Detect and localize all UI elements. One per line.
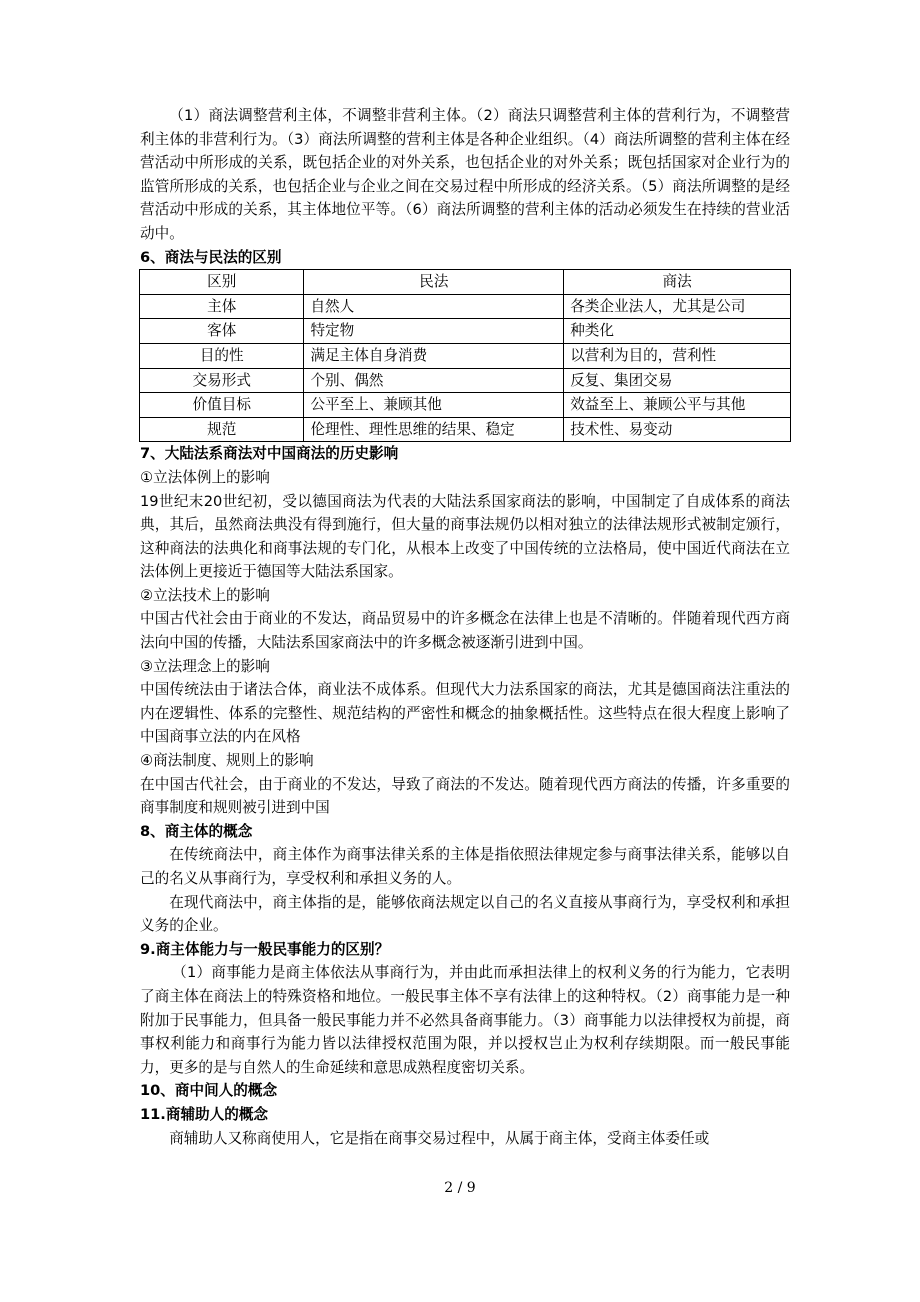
- table-cell: 公平至上、兼顾其他: [304, 393, 564, 418]
- table-header-row: [140, 270, 791, 295]
- table-cell: 各类企业法人，尤其是公司: [564, 294, 791, 319]
- section-11-paragraph: 商辅助人又称商使用人，它是指在商事交易过程中，从属于商主体，受商主体委任或: [169, 1129, 710, 1147]
- section-10-heading: 10、商中间人的概念: [140, 1082, 278, 1100]
- section-6-heading: 6、商法与民法的区别: [140, 248, 282, 266]
- table-cell: 以营利为目的，营利性: [564, 343, 791, 368]
- intro-paragraph: （1）商法调整营利主体，不调整非营利主体。（2）商法只调整营利主体的营利行为，不调整营利主体的非营利行为。（3）商法所调整的营利主体是各种企业组织。（4）商法所调整的营利主体在经营活动中所形成的关系，既包括企业的对外关系，也包括企业的对外关系；既包括国家对企业行为的监管所形成的关系，也包括企业与企业之间在交易过程中所形成的经济关系。（5）商法所调整的是经营活动中形成的关系，其主体地位平等。（6）商法所调整的营利主体的活动必须发生在持续的营业活动中。: [140, 107, 790, 242]
- document-body: [140, 104, 790, 1150]
- section-9-heading: 9.商主体能力与一般民事能力的区别？: [140, 940, 390, 958]
- table-cell: 价值目标: [140, 393, 304, 418]
- subsection-title: ④商法制度、规则上的影响: [140, 752, 314, 770]
- subsection-title: ①立法体例上的影响: [140, 468, 270, 486]
- table-row: [140, 368, 791, 393]
- section-8-heading: 8、商主体的概念: [140, 822, 253, 840]
- table-cell: 伦理性、理性思维的结果、稳定: [304, 417, 564, 442]
- table-cell: 自然人: [304, 294, 564, 319]
- table-cell: 特定物: [304, 319, 564, 344]
- table-cell: 满足主体自身消费: [304, 343, 564, 368]
- table-row: [140, 393, 791, 418]
- table-row: [140, 319, 791, 344]
- table-row: [140, 343, 791, 368]
- table-row: [140, 417, 791, 442]
- table-cell: 交易形式: [140, 368, 304, 393]
- table-cell: 个别、偶然: [304, 368, 564, 393]
- table-cell: 反复、集团交易: [564, 368, 791, 393]
- table-cell: 技术性、易变动: [564, 417, 791, 442]
- table-header-cell: 区别: [140, 270, 304, 295]
- table-row: [140, 294, 791, 319]
- table-header-cell: 商法: [564, 270, 791, 295]
- table-header-cell: 民法: [304, 270, 564, 295]
- section-9-paragraph: （1）商事能力是商主体依法从事商行为，并由此而承担法律上的权利义务的行为能力，它表明了商主体在商法上的特殊资格和地位。一般民事主体不享有法律上的这种特权。（2）商事能力是一种附加于民事能力，但具备一般民事能力并不必然具备商事能力。（3）商事能力以法律授权为前提，商事权利能力和商事行为能力皆以法律授权范围为限，并以授权岂止为权利存续期限。而一般民事能力，更多的是与自然人的生命延续和意思成熟程度密切关系。: [140, 964, 790, 1076]
- section-8-paragraph: 在现代商法中，商主体指的是，能够依商法规定以自己的名义直接从事商行为，享受权利和承担义务的企业。: [140, 893, 790, 935]
- table-cell: 客体: [140, 319, 304, 344]
- table-cell: 效益至上、兼顾公平与其他: [564, 393, 791, 418]
- subsection-text: 中国古代社会由于商业的不发达，商品贸易中的许多概念在法律上也是不清晰的。伴随着现代西方商法向中国的传播，大陆法系国家商法中的许多概念被逐渐引进到中国。: [140, 610, 790, 652]
- section-11-heading: 11.商辅助人的概念: [140, 1105, 269, 1123]
- table-cell: 目的性: [140, 343, 304, 368]
- table-cell: 主体: [140, 294, 304, 319]
- table-cell: 种类化: [564, 319, 791, 344]
- comparison-table: [139, 269, 791, 442]
- subsection-title: ③立法理念上的影响: [140, 657, 270, 675]
- table-cell: 规范: [140, 417, 304, 442]
- page-number: 2 / 9: [444, 1180, 476, 1196]
- subsection-text: 中国传统法由于诸法合体，商业法不成体系。但现代大力法系国家的商法，尤其是德国商法注重法的内在逻辑性、体系的完整性、规范结构的严密性和概念的抽象概括性。这些特点在很大程度上影响了中国商事立法的内在风格: [140, 681, 790, 746]
- section-8-paragraph: 在传统商法中，商主体作为商事法律关系的主体是指依照法律规定参与商事法律关系，能够以自己的名义从事商行为，享受权利和承担义务的人。: [140, 846, 790, 887]
- section-7-heading: 7、大陆法系商法对中国商法的历史影响: [140, 445, 399, 463]
- subsection-text: 19世纪末20世纪初，受以德国商法为代表的大陆法系国家商法的影响，中国制定了自成体系的商法典，其后，虽然商法典没有得到施行，但大量的商事法规仍以相对独立的法律法规形式被制定颁行，这种商法的法典化和商事法规的专门化，从根本上改变了中国传统的立法格局，使中国近代商法在立法体例上更接近于德国等大陆法系国家。: [140, 492, 790, 581]
- subsection-title: ②立法技术上的影响: [140, 586, 270, 604]
- subsection-text: 在中国古代社会，由于商业的不发达，导致了商法的不发达。随着现代西方商法的传播，许多重要的商事制度和规则被引进到中国: [140, 775, 790, 817]
